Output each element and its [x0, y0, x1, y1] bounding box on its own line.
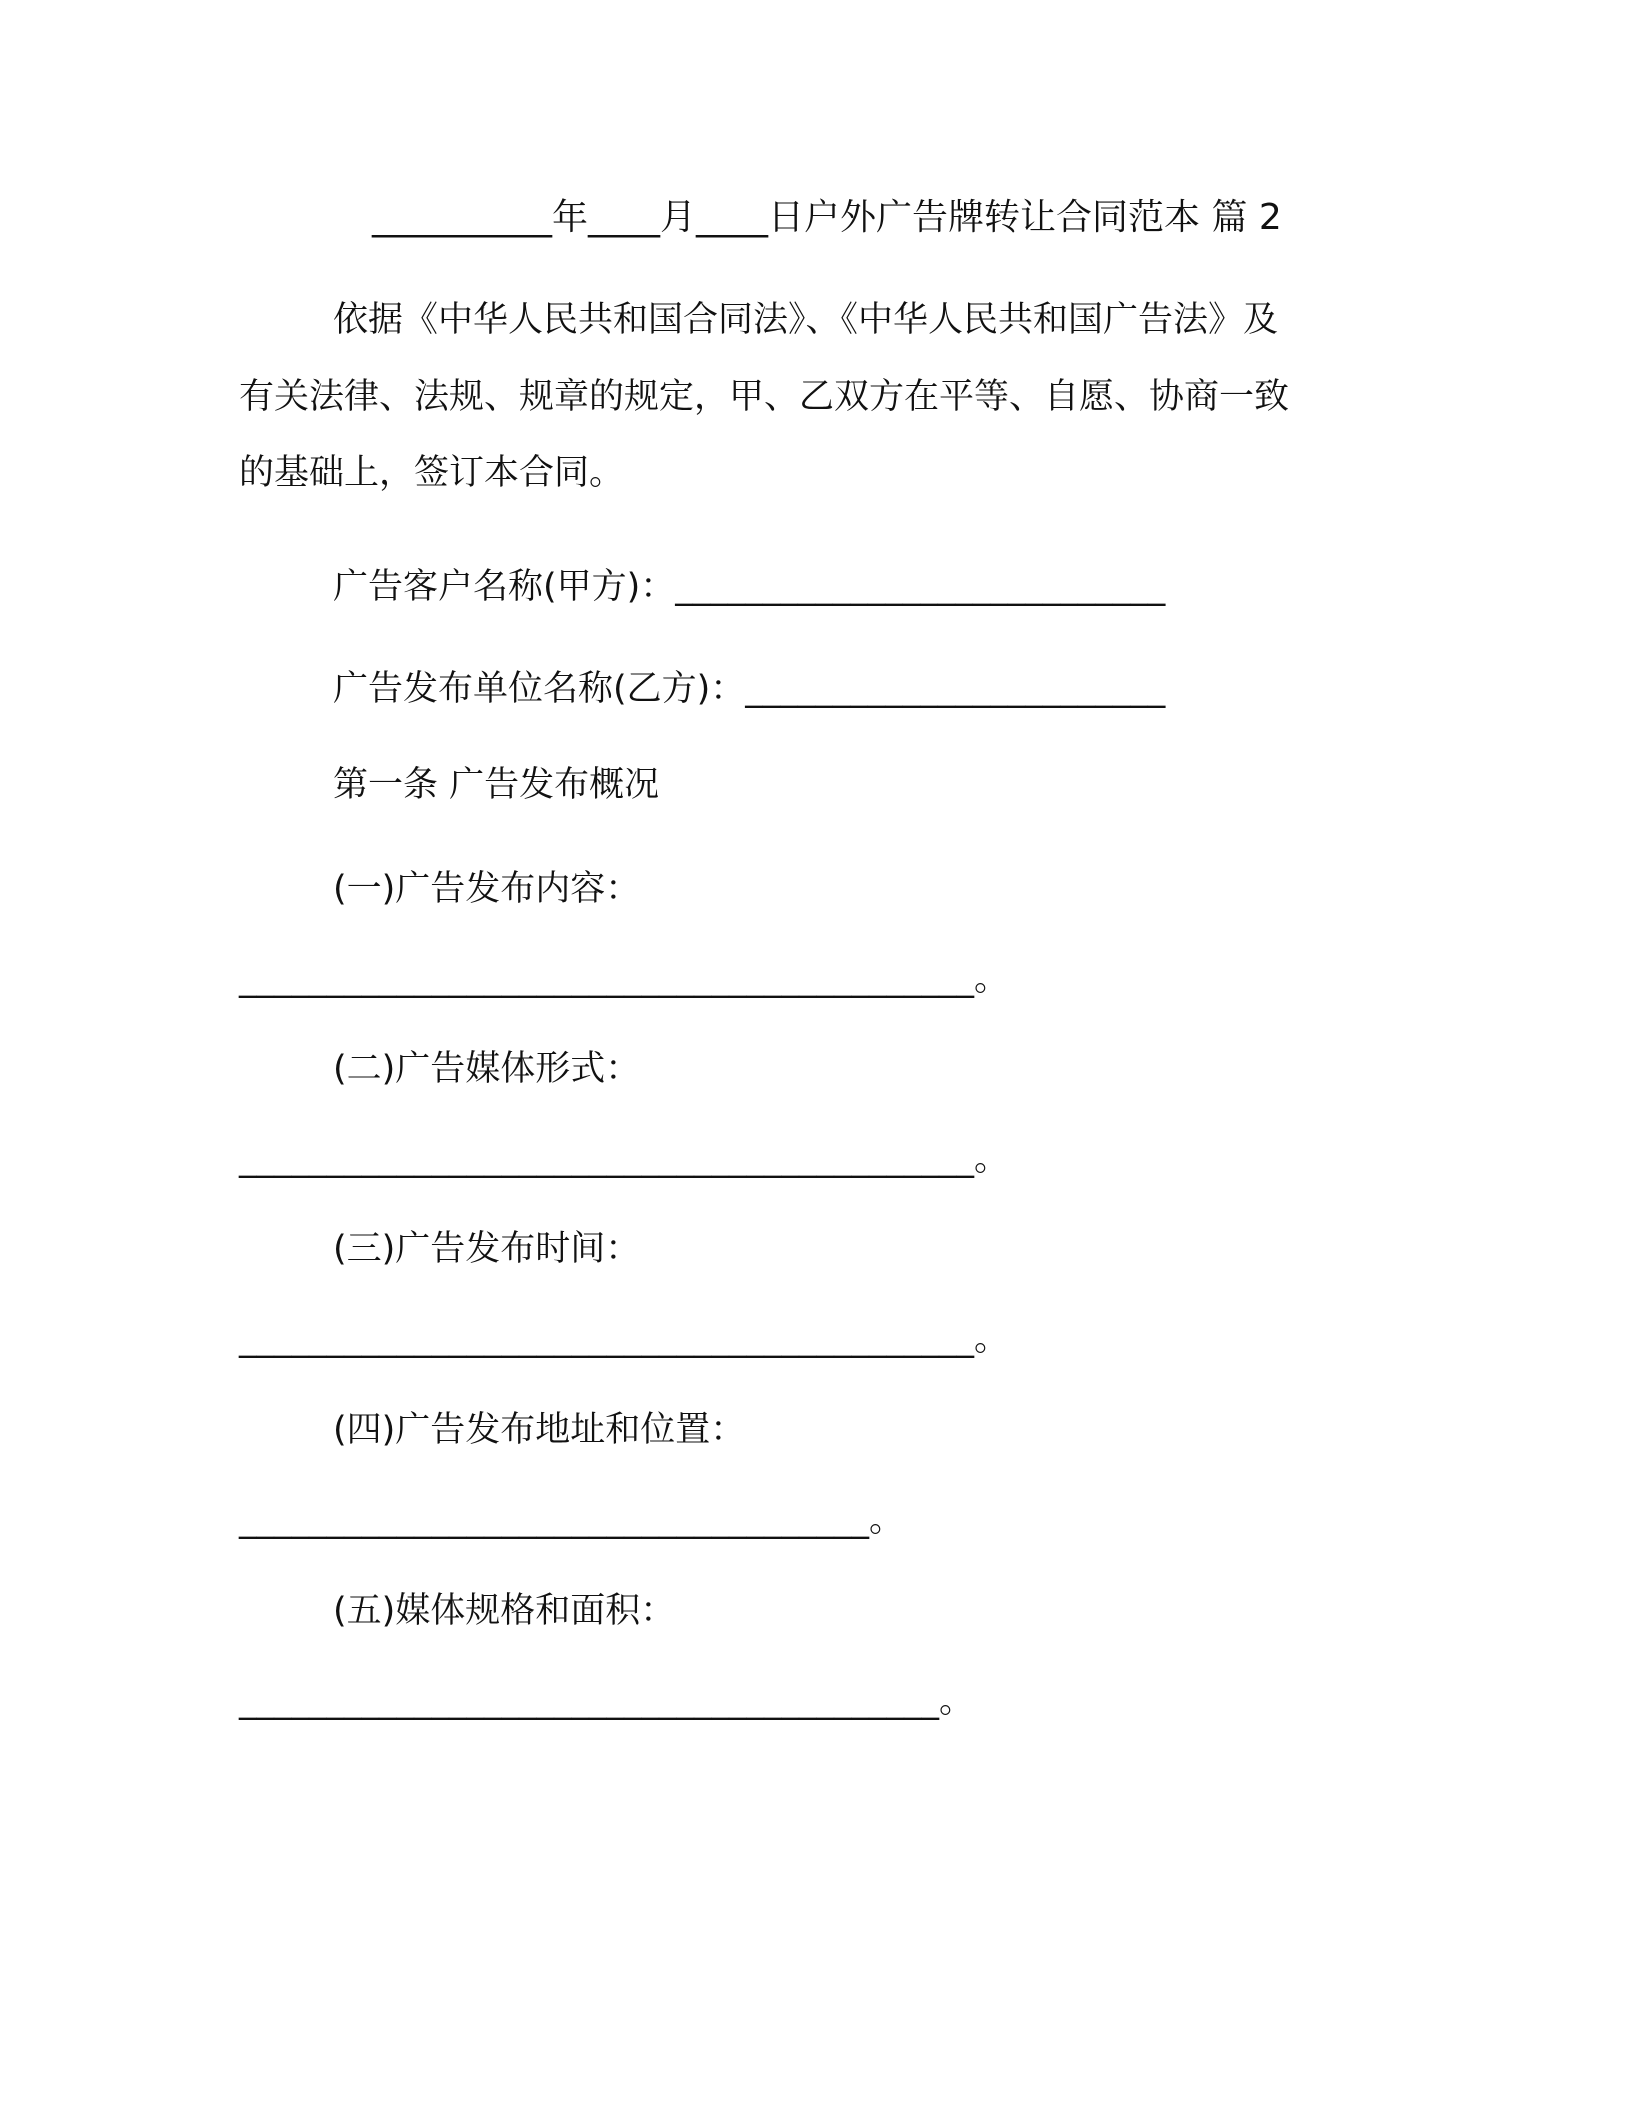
preamble-line-1: 依据《中华人民共和国合同法》、《中华人民共和国广告法》及	[333, 300, 1279, 340]
item-fill-line: ________________________________________。	[239, 1681, 975, 1721]
article-1-heading: 第一条 广告发布概况	[333, 765, 660, 805]
party-a-field: 广告客户名称(甲方)：____________________________	[333, 567, 1166, 607]
item-label: (三)广告发布时间：	[333, 1229, 641, 1269]
item-fill-line: __________________________________________。	[239, 959, 1010, 999]
item-fill-line: ____________________________________。	[239, 1500, 905, 1540]
preamble-line-2: 有关法律、法规、规章的规定，甲、乙双方在平等、自愿、协商一致	[239, 377, 1290, 417]
preamble-line-3: 的基础上，签订本合同。	[239, 453, 625, 493]
item-label: (二)广告媒体形式：	[333, 1049, 641, 1089]
document-title: __________年____月____日户外广告牌转让合同范本 篇 2	[372, 197, 1282, 238]
item-label: (四)广告发布地址和位置：	[333, 1410, 746, 1450]
item-label: (五)媒体规格和面积：	[333, 1591, 676, 1631]
item-fill-line: __________________________________________。	[239, 1319, 1010, 1359]
item-fill-line: __________________________________________。	[239, 1139, 1010, 1179]
item-label: (一)广告发布内容：	[333, 869, 641, 909]
party-b-field: 广告发布单位名称(乙方)：________________________	[333, 669, 1166, 709]
